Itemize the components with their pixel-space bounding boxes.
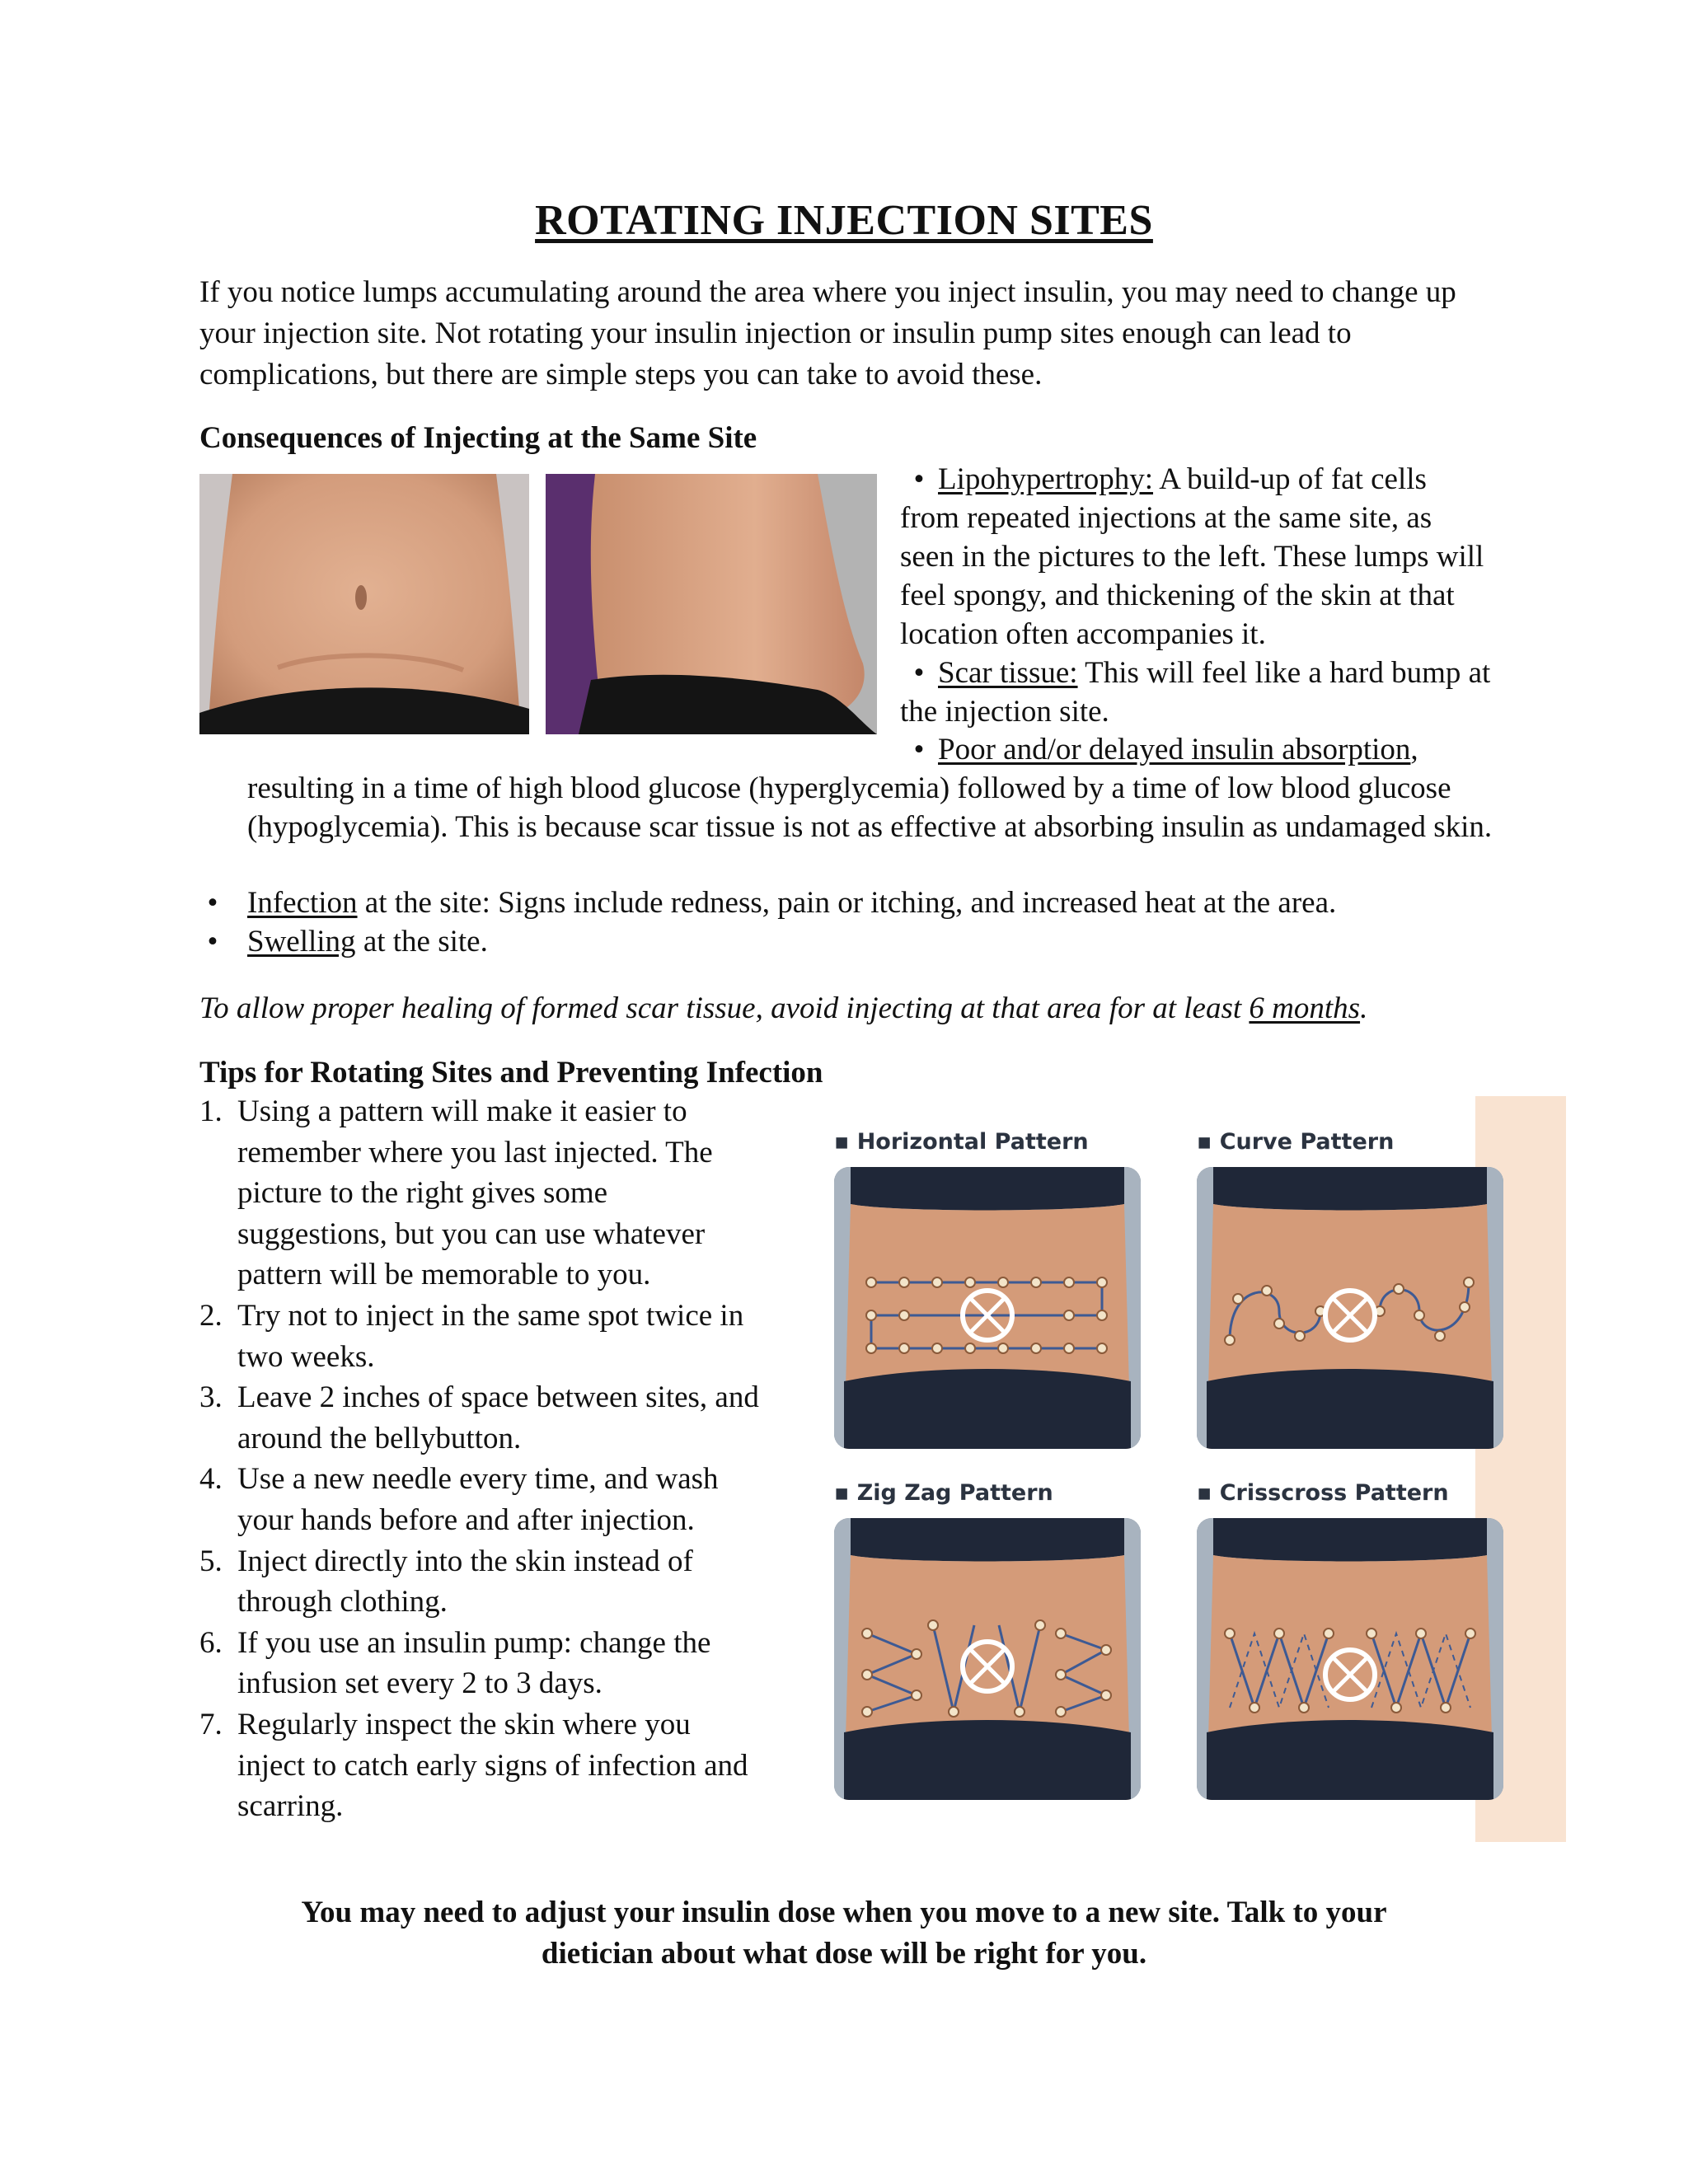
healing-note-text: To allow proper healing of formed scar tissue, avoid injecting at that area for at least — [199, 991, 1250, 1025]
tip-number: 4. — [199, 1462, 223, 1497]
infection-term: Infection — [247, 886, 358, 920]
page-title: ROTATING INJECTION SITES — [535, 197, 1153, 244]
healing-note — [199, 989, 1551, 1028]
curve-pattern-label: ▪ Curve Pattern — [1197, 1129, 1395, 1155]
tip-text: Inject directly into the skin instead of through clothing. — [237, 1544, 693, 1619]
tip-text: Regularly inspect the skin where you inject to catch early signs of infection and scarring. — [237, 1707, 748, 1824]
tip-text: Leave 2 inches of space between sites, and around the bellybutton. — [237, 1380, 759, 1455]
tip-item — [199, 1541, 760, 1623]
poor-absorption-text: , resulting in a time of high blood glucose (hyperglycemia) followed by a time of low blood glucose (hypoglycemia). This is because scar tissue is not as effective at absorbing insulin as undamaged skin. — [247, 733, 1493, 844]
horizontal-pattern-panel — [834, 1167, 1141, 1449]
tip-item — [199, 1459, 760, 1540]
poor-absorption-term: Poor and/or delayed insulin absorption — [938, 733, 1411, 766]
zigzag-pattern-label: ▪ Zig Zag Pattern — [834, 1480, 1053, 1506]
tip-number: 3. — [199, 1380, 223, 1415]
swelling-text: at the site. — [355, 925, 488, 958]
infection-item — [199, 883, 1518, 922]
bullet-icon: • — [207, 925, 218, 958]
bullet-icon: • — [913, 656, 925, 690]
tip-item — [199, 1091, 760, 1296]
healing-note-end: . — [1360, 991, 1368, 1025]
tip-text: Use a new needle every time, and wash your hands before and after injection. — [237, 1462, 719, 1537]
tips-heading: Tips for Rotating Sites and Preventing Infection — [199, 1056, 823, 1090]
closing-note — [0, 1892, 1688, 1975]
tip-item — [199, 1377, 760, 1459]
rotation-patterns-figure — [767, 1096, 1566, 1842]
crisscross-pattern-label: ▪ Crisscross Pattern — [1197, 1480, 1449, 1506]
zigzag-pattern-panel — [834, 1518, 1141, 1800]
swelling-item — [199, 922, 1518, 961]
intro-paragraph: If you notice lumps accumulating around the area where you inject insulin, you may need to change up your injection site. Not rotating your insulin injection or insulin pump sites enough can lead to complications, but there are simple steps you can take to avoid these. — [199, 275, 1456, 391]
closing-line-2: dietician about what dose will be right for you. — [541, 1937, 1147, 1971]
scar-tissue-term: Scar tissue: — [938, 656, 1078, 690]
tip-text: Using a pattern will make it easier to remember where you last injected. The picture to the right gives some suggestions, but you can use whatever pattern will be memorable to you. — [237, 1094, 713, 1292]
curve-pattern-panel — [1197, 1167, 1503, 1449]
swelling-term: Swelling — [247, 925, 356, 958]
lipohypertrophy-term: Lipohypertrophy: — [938, 462, 1154, 496]
tip-item — [199, 1623, 760, 1704]
healing-duration: 6 months — [1249, 991, 1361, 1025]
tip-text: Try not to inject in the same spot twice in two weeks. — [237, 1298, 744, 1374]
crisscross-pattern-title: Crisscross Pattern — [1219, 1480, 1449, 1506]
abdomen-side-photo — [546, 474, 877, 734]
scar-tissue-item — [900, 654, 1493, 731]
closing-line-1: You may need to adjust your insulin dose when you move to a new site. Talk to your — [301, 1896, 1387, 1929]
poor-absorption-item — [247, 730, 1500, 846]
zigzag-pattern-title: Zig Zag Pattern — [856, 1480, 1053, 1506]
lipohypertrophy-item — [900, 460, 1493, 654]
tip-number: 7. — [199, 1707, 223, 1741]
tip-item — [199, 1296, 760, 1377]
bullet-icon: • — [207, 886, 218, 920]
scar-tissue-text: This will feel like a hard bump at the injection site. — [900, 656, 1491, 729]
consequences-right-list — [900, 460, 1493, 731]
consequences-bottom-list — [199, 883, 1518, 961]
abdomen-front-photo — [199, 474, 529, 734]
tip-text: If you use an insulin pump: change the infusion set every 2 to 3 days. — [237, 1625, 711, 1701]
bullet-icon: • — [913, 462, 925, 496]
infection-text: at the site: Signs include redness, pain or itching, and increased heat at the area. — [357, 886, 1337, 920]
curve-pattern-title: Curve Pattern — [1219, 1129, 1395, 1155]
tip-number: 5. — [199, 1544, 223, 1578]
tip-number: 2. — [199, 1298, 223, 1333]
tip-number: 1. — [199, 1094, 223, 1128]
tip-item — [199, 1704, 760, 1827]
bullet-icon: • — [913, 733, 925, 766]
horizontal-pattern-title: Horizontal Pattern — [856, 1129, 1089, 1155]
lipohypertrophy-text: A build-up of fat cells from repeated injections at the same site, as seen in the pictures to the left. These lumps will feel spongy, and thickening of the skin at that location often accompanies it. — [900, 462, 1484, 651]
crisscross-pattern-panel — [1197, 1518, 1503, 1800]
tip-number: 6. — [199, 1625, 223, 1660]
consequences-heading: Consequences of Injecting at the Same Site — [199, 421, 757, 455]
tips-list — [199, 1091, 760, 1827]
horizontal-pattern-label: ▪ Horizontal Pattern — [834, 1129, 1089, 1155]
